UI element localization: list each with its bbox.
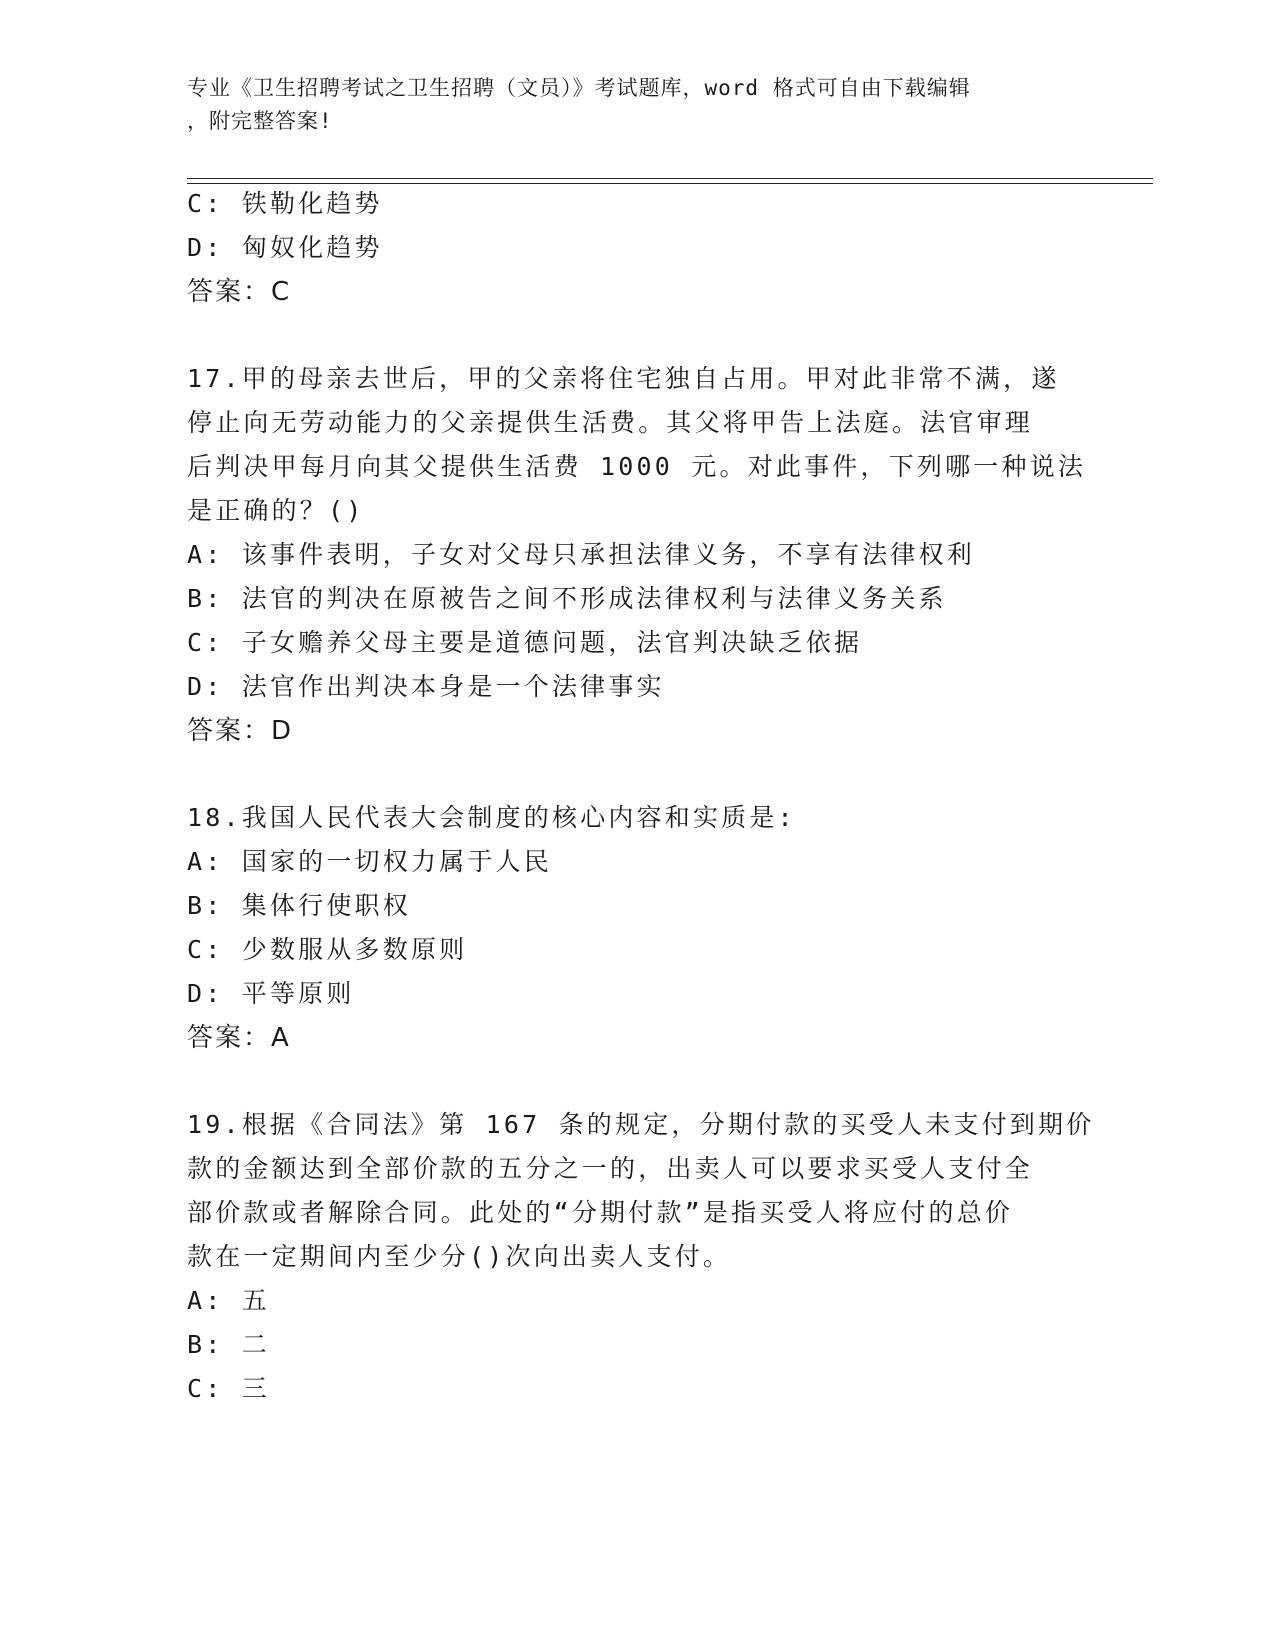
q18-option-c: C: 少数服从多数原则 [187, 935, 468, 964]
header-rule-bottom [187, 183, 1153, 184]
q19-stem-line-2: 款的金额达到全部价款的五分之一的，出卖人可以要求买受人支付全 [187, 1154, 1034, 1183]
q16-option-d: D: 匈奴化趋势 [187, 233, 383, 262]
q17-stem-line-3: 后判决甲每月向其父提供生活费 1000 元。对此事件，下列哪一种说法 [187, 452, 1087, 481]
q19-stem-line-4: 款在一定期间内至少分()次向出卖人支付。 [187, 1242, 732, 1271]
q17-option-a: A: 该事件表明，子女对父母只承担法律义务，不享有法律权利 [187, 540, 975, 569]
q18-option-d: D: 平等原则 [187, 979, 355, 1008]
q17-stem-line-4: 是正确的？() [187, 496, 365, 525]
q18-answer: 答案：A [187, 1023, 291, 1053]
q18-option-a: A: 国家的一切权力属于人民 [187, 847, 552, 876]
q17-option-c: C: 子女赡养父母主要是道德问题，法官判决缺乏依据 [187, 628, 863, 657]
q19-option-b: B: 二 [187, 1330, 270, 1359]
q18-option-b: B: 集体行使职权 [187, 891, 411, 920]
q17-stem-line-1: 17.甲的母亲去世后，甲的父亲将住宅独自占用。甲对此非常不满，遂 [187, 364, 1060, 393]
q17-option-d: D: 法官作出判决本身是一个法律事实 [187, 672, 665, 701]
q19-stem-line-1: 19.根据《合同法》第 167 条的规定，分期付款的买受人未支付到期价 [187, 1110, 1095, 1139]
q18-stem: 18.我国人民代表大会制度的核心内容和实质是: [187, 803, 796, 832]
q19-option-c: C: 三 [187, 1374, 270, 1403]
header-line-1: 专业《卫生招聘考试之卫生招聘（文员）》考试题库，word 格式可自由下载编辑 [187, 76, 971, 100]
q17-answer: 答案：D [187, 716, 294, 746]
q16-option-c: C: 铁勒化趋势 [187, 189, 383, 218]
q17-option-b: B: 法官的判决在原被告之间不形成法律权利与法律义务关系 [187, 584, 947, 613]
document-header [187, 72, 1067, 138]
q17-stem-line-2: 停止向无劳动能力的父亲提供生活费。其父将甲告上法庭。法官审理 [187, 408, 1034, 437]
q16-answer: 答案：C [187, 277, 292, 307]
q19-stem-line-3: 部价款或者解除合同。此处的“分期付款”是指买受人将应付的总价 [187, 1198, 1014, 1227]
header-rule-top [187, 178, 1153, 179]
header-line-2: ，附完整答案! [187, 109, 333, 133]
q19-option-a: A: 五 [187, 1286, 270, 1315]
